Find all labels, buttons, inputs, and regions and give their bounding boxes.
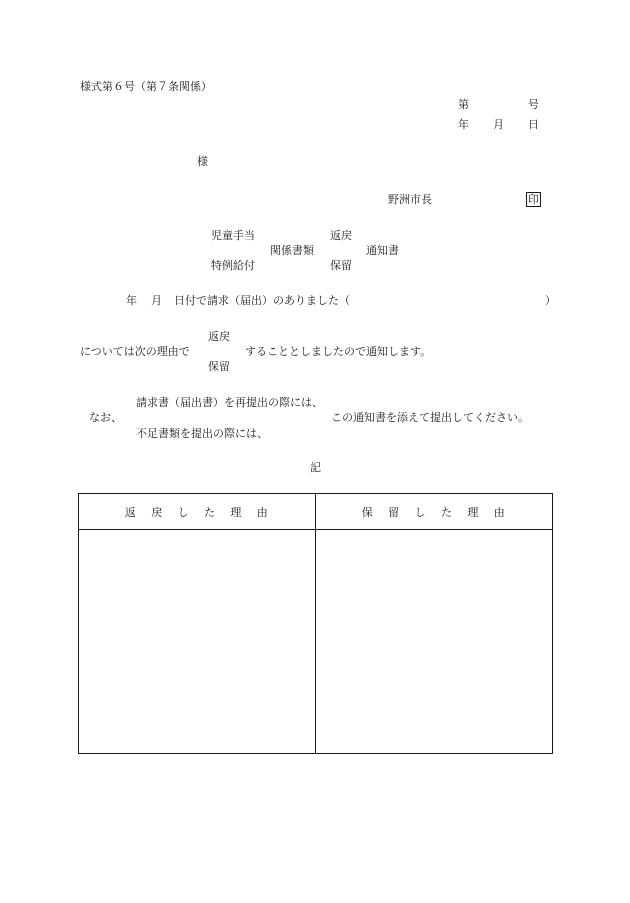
reason-prefix: については次の理由で <box>80 345 190 358</box>
request-year: 年 <box>126 294 137 307</box>
subject-action-2: 保留 <box>330 259 352 272</box>
subject-docs: 関係書類 <box>270 244 314 257</box>
subject-allowance-1: 児童手当 <box>211 229 255 242</box>
date-month: 月 <box>493 118 504 131</box>
request-day-text: 日付で請求（届出）のありました（ <box>174 294 350 307</box>
subject-allowance-2: 特例給付 <box>211 259 255 272</box>
table-header-return-reason: 返戻した理由 <box>124 505 284 519</box>
doc-number-suffix: 号 <box>528 98 539 111</box>
subject-action-1: 返戻 <box>330 229 352 242</box>
return-reason-cell[interactable] <box>79 530 315 753</box>
form-number: 様式第６号（第７条関係） <box>80 80 212 93</box>
seal-mark: 印 <box>528 193 539 206</box>
note-suffix: この通知書を添えて提出してください。 <box>331 411 529 424</box>
note-option-1: 請求書（届出書）を再提出の際には、 <box>136 396 323 409</box>
request-month: 月 <box>151 294 162 307</box>
note-option-2: 不足書類を提出の際には、 <box>136 427 268 440</box>
request-close-paren: ） <box>545 294 556 307</box>
reason-option-2: 保留 <box>208 360 230 373</box>
reason-suffix: することとしましたので通知します。 <box>245 345 432 358</box>
doc-number-prefix: 第 <box>458 98 469 111</box>
reason-table <box>78 493 553 754</box>
subject-notice: 通知書 <box>366 244 399 257</box>
addressee-honorific: 様 <box>197 155 208 168</box>
date-day: 日 <box>528 118 539 131</box>
issuer-title: 野洲市長 <box>388 193 432 206</box>
hold-reason-cell[interactable] <box>316 530 552 753</box>
note-lead: なお、 <box>89 411 122 424</box>
table-header-hold-reason: 保留した理由 <box>361 505 521 519</box>
ki-heading: 記 <box>310 461 321 474</box>
reason-option-1: 返戻 <box>208 330 230 343</box>
date-year: 年 <box>458 118 469 131</box>
